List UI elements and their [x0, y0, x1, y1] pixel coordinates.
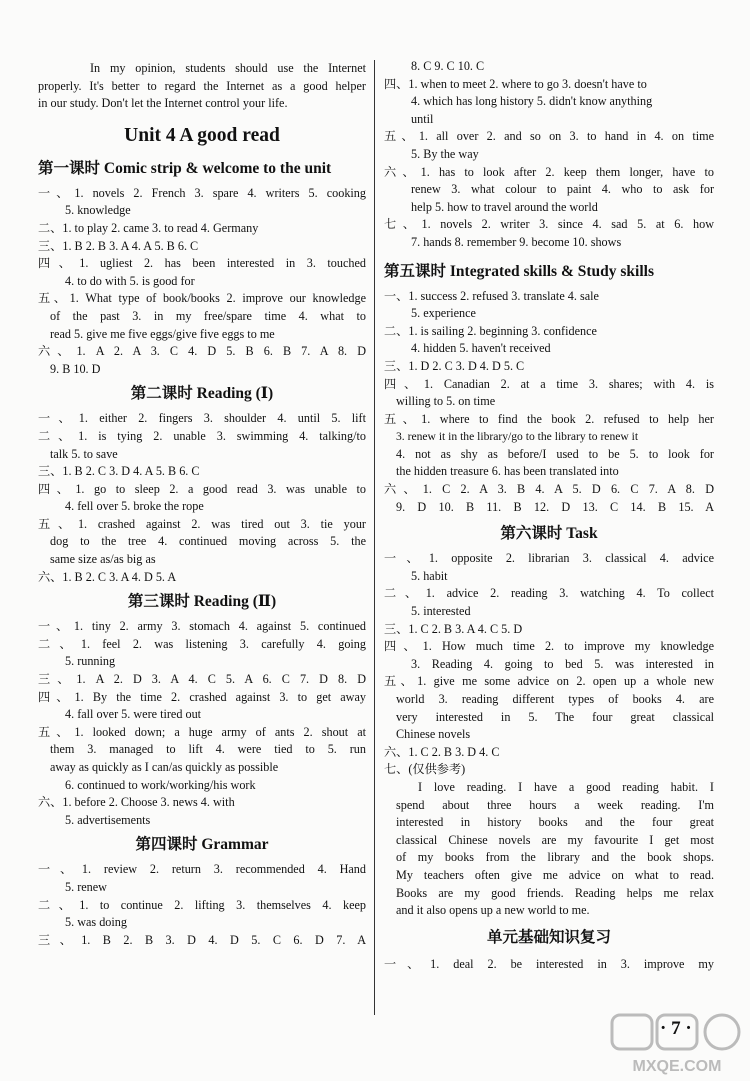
answer-line: of the past 3. in my free/spare time 4. what to — [50, 308, 366, 323]
essay-line: classical Chinese novels are my favourite I get most — [396, 832, 714, 847]
answer-line: 三、1. B 2. C 3. D 4. A 5. B 6. C — [38, 464, 200, 479]
intro-line: in our study. Don't let the Internet control your life. — [38, 96, 288, 111]
column-divider — [374, 60, 375, 1015]
answer-line: 五、1. crashed against 2. was tired out 3. tie your — [38, 516, 366, 531]
answer-line: 5. interested — [411, 604, 471, 619]
essay-line: of my books from the library and the book shops. — [396, 850, 714, 865]
answer-line: 一、1. novels 2. French 3. spare 4. writers 5. cooking — [38, 185, 366, 200]
answer-line: 4. fell over 5. broke the rope — [65, 499, 204, 514]
answer-line: help 5. how to travel around the world — [411, 199, 598, 214]
answer-line: 三、1. D 2. C 3. D 4. D 5. C — [384, 358, 525, 373]
answer-line: 三、1. A 2. D 3. A 4. C 5. A 6. C 7. D 8. D — [38, 672, 366, 687]
essay-line: Books are my good friends. Reading helps me relax — [396, 885, 714, 900]
essay-line: My teachers often give me advice on what to read. — [396, 867, 714, 882]
answer-line: 五、1. What type of book/books 2. improve our knowledge — [38, 291, 366, 306]
answer-line: same size as/as big as — [50, 552, 156, 567]
answer-line: 4. to do with 5. is good for — [65, 273, 195, 288]
answer-line: 六、1. has to look after 2. keep them longer, have to — [384, 164, 714, 179]
answer-line: 五、1. all over 2. and so on 3. to hand in 4. on time — [384, 129, 714, 144]
answer-line: 5. knowledge — [65, 203, 131, 218]
essay-line: spend about three hours a week reading. I'm — [396, 797, 714, 812]
answer-line: 4. fall over 5. were tired out — [65, 707, 202, 722]
answer-line: 3. Reading 4. going to bed 5. was interested in — [411, 656, 714, 671]
answer-line: 6. continued to work/working/his work — [65, 777, 256, 792]
answer-line: 4. which has long history 5. didn't know anything — [411, 94, 653, 109]
answer-line: very interested in 5. The four great classical — [396, 709, 714, 724]
intro-line: In my opinion, students should use the Internet — [90, 61, 366, 75]
essay-line: and it also opens up a new world to me. — [396, 903, 590, 918]
answer-line: 五、1. where to find the book 2. refused to help her — [384, 411, 714, 426]
answer-line: 5. advertisements — [65, 812, 151, 827]
answer-line: Chinese novels — [396, 727, 471, 742]
essay-line: interested in history books and the four great — [396, 815, 714, 830]
answer-line: willing to 5. on time — [396, 394, 496, 409]
answer-line: 一、1. tiny 2. army 3. stomach 4. against 5. continued — [38, 619, 366, 634]
lesson-title: 第三课时 Reading (Ⅱ) — [127, 593, 277, 611]
lesson-title: 第六课时 Task — [500, 525, 598, 543]
lesson-title: 第五课时 Integrated skills & Study skills — [384, 262, 655, 280]
answer-line: 一、1. either 2. fingers 3. shoulder 4. until 5. lift — [38, 411, 366, 426]
answer-line: 二、1. advice 2. reading 3. watching 4. To collect — [384, 586, 714, 601]
answer-line: 9. D 10. B 11. B 12. D 13. C 14. B 15. A — [396, 499, 714, 514]
answer-line: 六、1. C 2. B 3. D 4. C — [384, 744, 500, 759]
review-title: 单元基础知识复习 — [486, 928, 611, 946]
answer-line: 5. habit — [411, 568, 448, 583]
answer-line: 五、1. give me some advice on 2. open up a whole new — [384, 674, 714, 689]
answer-line: 四、1. How much time 2. to improve my knowledge — [384, 639, 714, 654]
watermark-logo-icon — [610, 1013, 744, 1077]
answer-line: 5. experience — [411, 306, 476, 321]
left-column — [38, 60, 366, 949]
answer-line: 六、1. before 2. Choose 3. news 4. with — [38, 795, 235, 810]
answer-line: 一、1. opposite 2. librarian 3. classical 4. advice — [384, 551, 714, 566]
answer-line: 四、1. Canadian 2. at a time 3. shares; with 4. is — [384, 376, 714, 391]
answer-line: the hidden treasure 6. has been translated into — [396, 464, 619, 479]
answer-line: 5. was doing — [65, 915, 127, 930]
answer-line: 一、1. deal 2. be interested in 3. improve my — [384, 956, 714, 971]
answer-line: 六、1. A 2. A 3. C 4. D 5. B 6. B 7. A 8. D — [38, 344, 366, 359]
answer-line: until — [411, 111, 434, 126]
answer-line: 一、1. success 2. refused 3. translate 4. sale — [384, 288, 599, 303]
answer-line: 一、1. review 2. return 3. recommended 4. Hand — [38, 862, 366, 877]
answer-line: 六、1. B 2. C 3. A 4. D 5. A — [38, 569, 177, 584]
answer-line: renew 3. what colour to paint 4. who to ask for — [411, 182, 714, 197]
answer-line: 5. By the way — [411, 146, 479, 161]
answer-line: 五、1. looked down; a huge army of ants 2. shout at — [38, 724, 366, 739]
intro-line: properly. It's better to regard the Internet as a good helper — [38, 78, 366, 93]
lesson-title: 第四课时 Grammar — [135, 836, 269, 854]
answer-line: 4. hidden 5. haven't received — [411, 341, 551, 356]
answer-line: 四、1. ugliest 2. has been interested in 3. touched — [38, 256, 366, 271]
answer-line: 七、(仅供参考) — [384, 762, 466, 777]
answer-line: 三、1. B 2. B 3. D 4. D 5. C 6. D 7. A — [38, 932, 366, 947]
answer-line: 七、1. novels 2. writer 3. since 4. sad 5. at 6. how — [384, 217, 714, 232]
answer-line: 5. renew — [65, 879, 107, 894]
answer-line: world 3. reading different types of books 4. are — [396, 692, 714, 706]
answer-line: 9. B 10. D — [50, 361, 101, 376]
answer-line: read 5. give me five eggs/give five eggs to me — [50, 326, 275, 341]
answer-line: away as quickly as I can/as quickly as possible — [50, 760, 279, 774]
answer-line: 三、1. C 2. B 3. A 4. C 5. D — [384, 621, 523, 636]
answer-line: 二、1. is tying 2. unable 3. swimming 4. talking/to — [38, 428, 366, 443]
answer-line: talk 5. to save — [50, 446, 118, 461]
answer-line: 3. renew it in the library/go to the library to renew it — [396, 430, 639, 444]
lesson-title: 第二课时 Reading (Ⅰ) — [130, 385, 274, 403]
answer-line: 二、1. to continue 2. lifting 3. themselves 4. keep — [38, 897, 366, 912]
answer-line: 二、1. is sailing 2. beginning 3. confidence — [384, 323, 597, 338]
answer-line: dog to the tree 4. continued moving across 5. the — [50, 534, 366, 549]
answer-line: 二、1. to play 2. came 3. to read 4. Germany — [38, 220, 259, 235]
answer-line: 四、1. By the time 2. crashed against 3. to get away — [38, 689, 366, 704]
unit-title: Unit 4 A good read — [124, 124, 280, 146]
answer-line: 5. running — [65, 654, 116, 669]
answer-line: 六、1. C 2. A 3. B 4. A 5. D 6. C 7. A 8. D — [384, 482, 714, 497]
lesson-title: 第一课时 Comic strip & welcome to the unit — [38, 159, 332, 177]
page-number: · 7 · — [660, 1018, 692, 1039]
answer-line: 7. hands 8. remember 9. become 10. shows — [411, 234, 622, 249]
answer-line: 三、1. B 2. B 3. A 4. A 5. B 6. C — [38, 238, 199, 253]
answer-line: 四、1. go to sleep 2. a good read 3. was unable to — [38, 481, 366, 496]
right-column — [384, 58, 714, 973]
answer-line: 8. C 9. C 10. C — [411, 59, 485, 73]
watermark-text: MXQE.COM — [632, 1058, 722, 1075]
answer-line: them 3. managed to lift 4. were tied to 5. run — [50, 742, 366, 757]
answer-line: 4. not as shy as before/I used to be 5. to look for — [396, 446, 714, 461]
answer-line: 四、1. when to meet 2. where to go 3. doesn't have to — [384, 76, 647, 91]
answer-line: 二、1. feel 2. was listening 3. carefully 4. going — [38, 636, 366, 651]
essay-line: I love reading. I have a good reading habit. I — [418, 779, 714, 794]
